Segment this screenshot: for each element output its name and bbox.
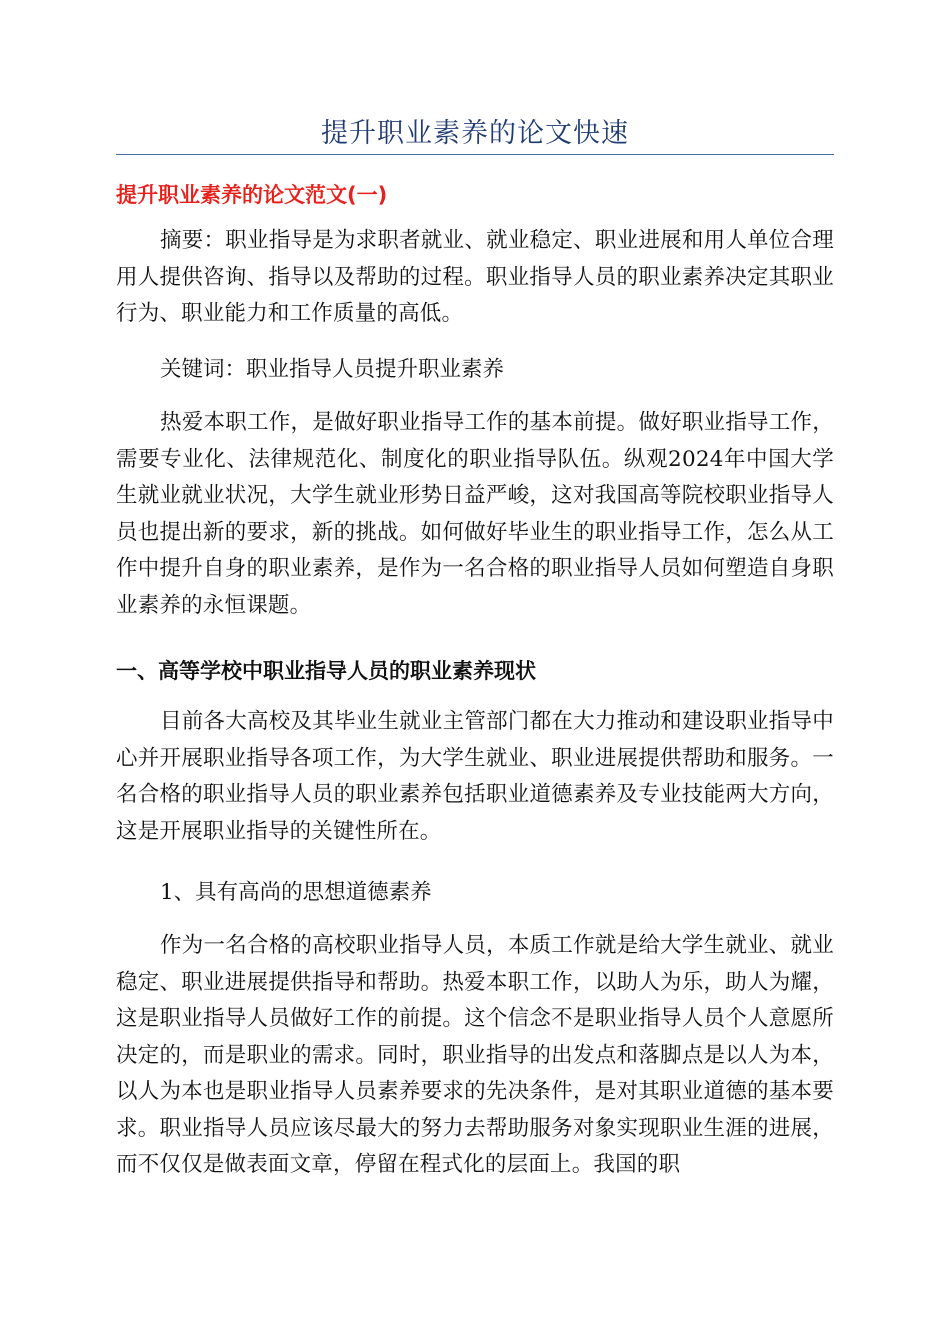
section-1-paragraph: 目前各大高校及其毕业生就业主管部门都在大力推动和建设职业指导中心并开展职业指导各项工作，为大学生就业、职业进展提供帮助和服务。一名合格的职业指导人员的职业素养包括职业道德素养及专业技能两大方向，这是开展职业指导的关键性所在。: [116, 709, 834, 844]
title-divider: [116, 154, 834, 155]
subsection-1-paragraph: 作为一名合格的高校职业指导人员，本质工作就是给大学生就业、就业稳定、职业进展提供指导和帮助。热爱本职工作，以助人为乐，助人为耀，这是职业指导人员做好工作的前提。这个信念不是职业指导人员个人意愿所决定的，而是职业的需求。同时，职业指导的出发点和落脚点是以人为本，以人为本也是职业指导人员素养要求的先决条件，是对其职业道德的基本要求。职业指导人员应该尽最大的努力去帮助服务对象实现职业生涯的进展，而不仅仅是做表面文章，停留在程式化的层面上。我国的职: [116, 933, 834, 1177]
abstract-paragraph: 摘要：职业指导是为求职者就业、就业稳定、职业进展和用人单位合理用人提供咨询、指导以及帮助的过程。职业指导人员的职业素养决定其职业行为、职业能力和工作质量的高低。: [116, 228, 834, 326]
essay-subtitle: 提升职业素养的论文范文(一): [116, 183, 388, 207]
subsection-heading-1: 1、具有高尚的思想道德素养: [160, 880, 432, 905]
document-title: 提升职业素养的论文快速: [321, 118, 629, 149]
keywords-line: 关键词：职业指导人员提升职业素养: [160, 357, 505, 382]
intro-paragraph: 热爱本职工作，是做好职业指导工作的基本前提。做好职业指导工作，需要专业化、法律规范化、制度化的职业指导队伍。纵观2024年中国大学生就业就业状况，大学生就业形势日益严峻，这对我国高等院校职业指导人员也提出新的要求，新的挑战。如何做好毕业生的职业指导工作，怎么从工作中提升自身的职业素养，是作为一名合格的职业指导人员如何塑造自身职业素养的永恒课题。: [116, 410, 834, 618]
section-heading-1: 一、高等学校中职业指导人员的职业素养现状: [116, 659, 536, 683]
